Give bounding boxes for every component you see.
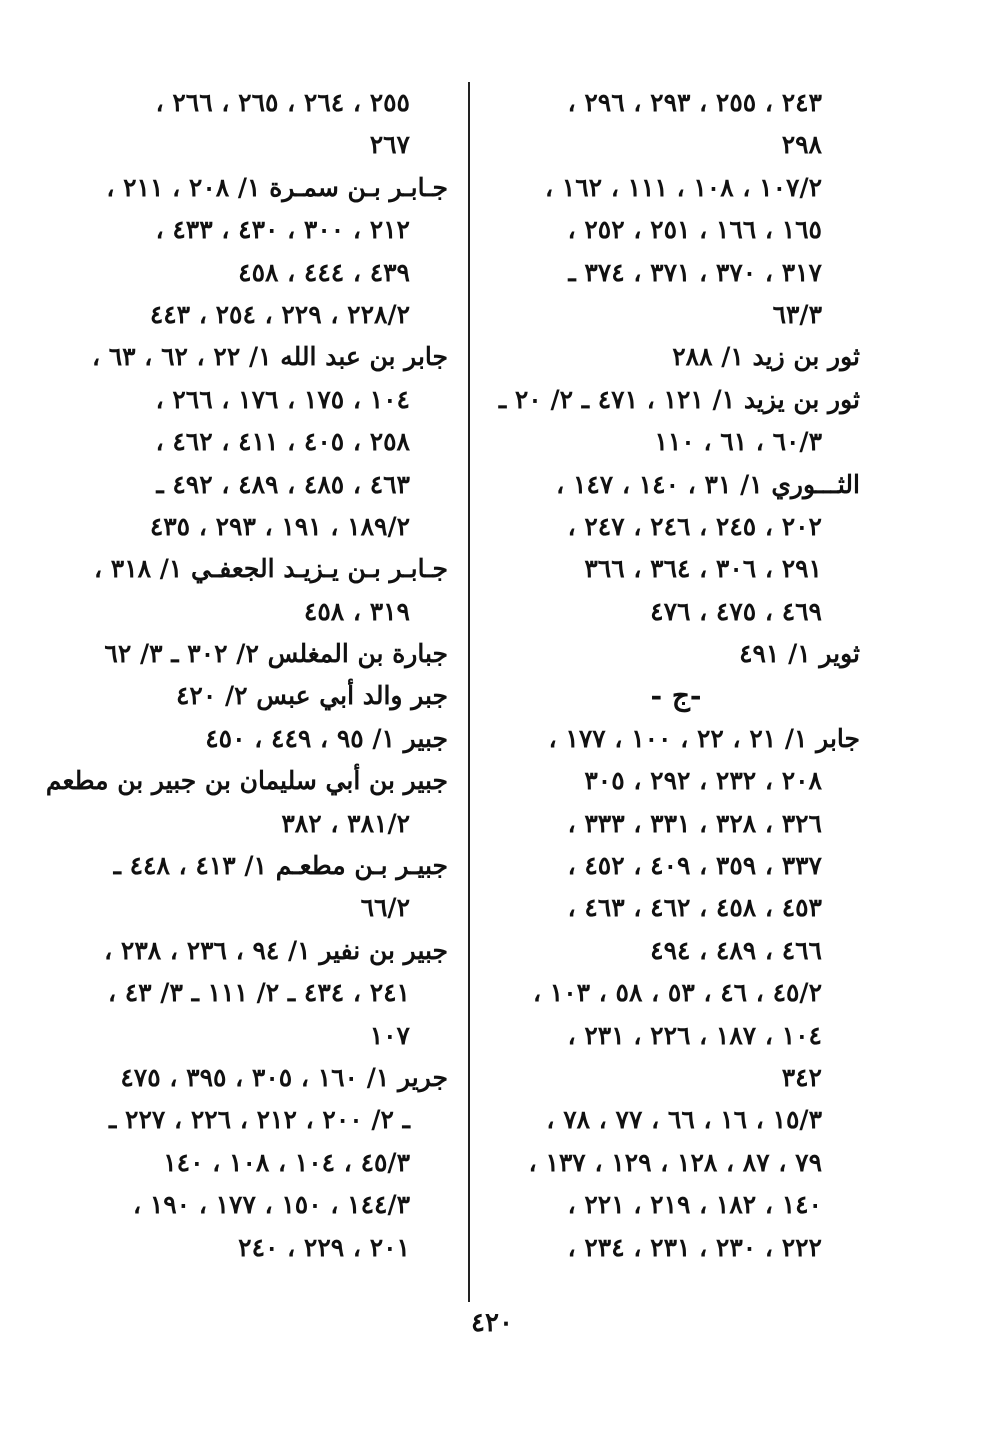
index-entry-continuation: ٢٩١ ، ٣٠٦ ، ٣٦٤ ، ٣٦٦ (584, 554, 822, 584)
index-entry-continuation: ٢٠٨ ، ٢٣٢ ، ٢٩٢ ، ٣٠٥ (584, 766, 822, 796)
index-entry-continuation: ٤٦٦ ، ٤٨٩ ، ٤٩٤ (650, 935, 822, 965)
index-entry-continuation: ٢٦٧ (369, 130, 410, 160)
index-entry-continuation: ٤٦٣ ، ٤٨٥ ، ٤٨٩ ، ٤٩٢ ـ (156, 469, 410, 499)
page-number: ٤٢٠ (471, 1308, 513, 1338)
index-entry: ثور بن يزيد ١/ ١٢١ ، ٤٧١ ـ ٢/ ٢٠ ـ (498, 384, 860, 414)
index-entry: جرير ١/ ١٦٠ ، ٣٠٥ ، ٣٩٥ ، ٤٧٥ (120, 1062, 448, 1092)
index-entry-continuation: ٣٢٦ ، ٣٢٨ ، ٣٣١ ، ٣٣٣ ، (567, 808, 822, 838)
index-entry-continuation: ٢٠٢ ، ٢٤٥ ، ٢٤٦ ، ٢٤٧ ، (567, 511, 822, 541)
index-entry-continuation: ١٠٤ ، ١٧٥ ، ١٧٦ ، ٢٦٦ ، (155, 384, 410, 414)
index-entry-continuation: ١٠٤ ، ١٨٧ ، ٢٢٦ ، ٢٣١ ، (567, 1020, 822, 1050)
index-entry-continuation: ١٥/٣ ، ١٦ ، ٦٦ ، ٧٧ ، ٧٨ ، (546, 1105, 822, 1135)
index-entry: جبير بن أبي سليمان بن جبير بن مطعم (45, 766, 448, 796)
index-entry-continuation: ٤٦٩ ، ٤٧٥ ، ٤٧٦ (650, 596, 822, 626)
index-entry: جابر ١/ ٢١ ، ٢٢ ، ١٠٠ ، ١٧٧ ، (548, 723, 860, 753)
index-entry: جبيـر بـن مطعـم ١/ ٤١٣ ، ٤٤٨ ـ (113, 851, 448, 881)
index-entry: جبر والد أبي عبس ٢/ ٤٢٠ (175, 681, 448, 711)
index-entry-continuation: ٤٥٣ ، ٤٥٨ ، ٤٦٢ ، ٤٦٣ ، (567, 893, 822, 923)
index-entry-continuation: ٤٥/٢ ، ٤٦ ، ٥٣ ، ٥٨ ، ١٠٣ ، (532, 978, 822, 1008)
index-entry-continuation: ٢١٢ ، ٣٠٠ ، ٤٣٠ ، ٤٣٣ ، (155, 215, 410, 245)
left-column (45, 82, 448, 1269)
index-entry-continuation: ١٠٧/٢ ، ١٠٨ ، ١١١ ، ١٦٢ ، (545, 172, 822, 202)
index-entry-continuation: ٢٤١ ، ٤٣٤ ـ ٢/ ١١١ ـ ٣/ ٤٣ ، (107, 978, 410, 1008)
index-entry-continuation: ١٦٥ ، ١٦٦ ، ٢٥١ ، ٢٥٢ ، (567, 215, 822, 245)
index-entry-continuation: ٢٥٨ ، ٤٠٥ ، ٤١١ ، ٤٦٢ ، (155, 427, 410, 457)
index-entry: الثـــوري ١/ ٣١ ، ١٤٠ ، ١٤٧ ، (556, 469, 860, 499)
index-entry-continuation: ٢٢٨/٢ ، ٢٢٩ ، ٢٥٤ ، ٤٤٣ (149, 299, 410, 329)
index-entry-continuation: ٢٤٣ ، ٢٥٥ ، ٢٩٣ ، ٢٩٦ ، (567, 88, 822, 117)
index-entry-continuation: ٢٢٢ ، ٢٣٠ ، ٢٣١ ، ٢٣٤ ، (567, 1232, 822, 1262)
column-divider (468, 82, 470, 1302)
index-entry: جابر بن عبد الله ١/ ٢٢ ، ٦٢ ، ٦٣ ، (91, 342, 448, 372)
index-entry-continuation: ٣٤٢ (781, 1062, 822, 1092)
index-entry-continuation: ٢٥٥ ، ٢٦٤ ، ٢٦٥ ، ٢٦٦ ، (155, 88, 410, 117)
index-entry-continuation: ١٤٤/٣ ، ١٥٠ ، ١٧٧ ، ١٩٠ ، (133, 1190, 410, 1220)
index-entry: جـابـر بـن سمـرة ١/ ٢٠٨ ، ٢١١ ، (106, 172, 448, 202)
index-entry: جبير ١/ ٩٥ ، ٤٤٩ ، ٤٥٠ (205, 723, 448, 753)
index-entry: جبارة بن المغلس ٢/ ٣٠٢ ـ ٣/ ٦٢ (104, 639, 448, 669)
index-entry-continuation: ٣٨١/٢ ، ٣٨٢ (281, 808, 410, 838)
index-entry: ثوير ١/ ٤٩١ (739, 639, 860, 669)
index-entry-continuation: ٦٦/٢ (360, 893, 410, 923)
index-entry-continuation: ٤٣٩ ، ٤٤٤ ، ٤٥٨ (238, 257, 410, 287)
index-entry-continuation: ٤٥/٣ ، ١٠٤ ، ١٠٨ ، ١٤٠ (163, 1147, 410, 1177)
index-entry: جـابـر بـن يـزيـد الجعفـي ١/ ٣١٨ ، (93, 554, 448, 584)
index-entry-continuation: ٣١٧ ، ٣٧٠ ، ٣٧١ ، ٣٧٤ ـ (568, 257, 822, 287)
index-entry-continuation: ـ ٢/ ٢٠٠ ، ٢١٢ ، ٢٢٦ ، ٢٢٧ ـ (109, 1105, 410, 1135)
index-entry-continuation: ١٨٩/٢ ، ١٩١ ، ٢٩٣ ، ٤٣٥ (149, 511, 410, 541)
index-entry-continuation: ٢٩٨ (781, 130, 822, 160)
index-entry: جبير بن نفير ١/ ٩٤ ، ٢٣٦ ، ٢٣٨ ، (104, 935, 448, 965)
index-entry-continuation: ٢٠١ ، ٢٢٩ ، ٢٤٠ (238, 1232, 410, 1262)
section-letter-heading: -ج - (650, 679, 702, 713)
index-entry-continuation: ٦٠/٣ ، ٦١ ، ١١٠ (654, 427, 822, 457)
index-entry-continuation: ٧٩ ، ٨٧ ، ١٢٨ ، ١٢٩ ، ١٣٧ ، (528, 1147, 822, 1177)
index-entry-continuation: ٦٣/٣ (772, 299, 822, 329)
index-entry-continuation: ٣١٩ ، ٤٥٨ (303, 596, 410, 626)
index-entry-continuation: ٣٣٧ ، ٣٥٩ ، ٤٠٩ ، ٤٥٢ ، (567, 851, 822, 881)
right-column (492, 82, 860, 1269)
index-entry: ثور بن زيد ١/ ٢٨٨ (672, 342, 860, 372)
index-entry-continuation: ١٤٠ ، ١٨٢ ، ٢١٩ ، ٢٢١ ، (567, 1190, 822, 1220)
index-entry-continuation: ١٠٧ (369, 1020, 410, 1050)
